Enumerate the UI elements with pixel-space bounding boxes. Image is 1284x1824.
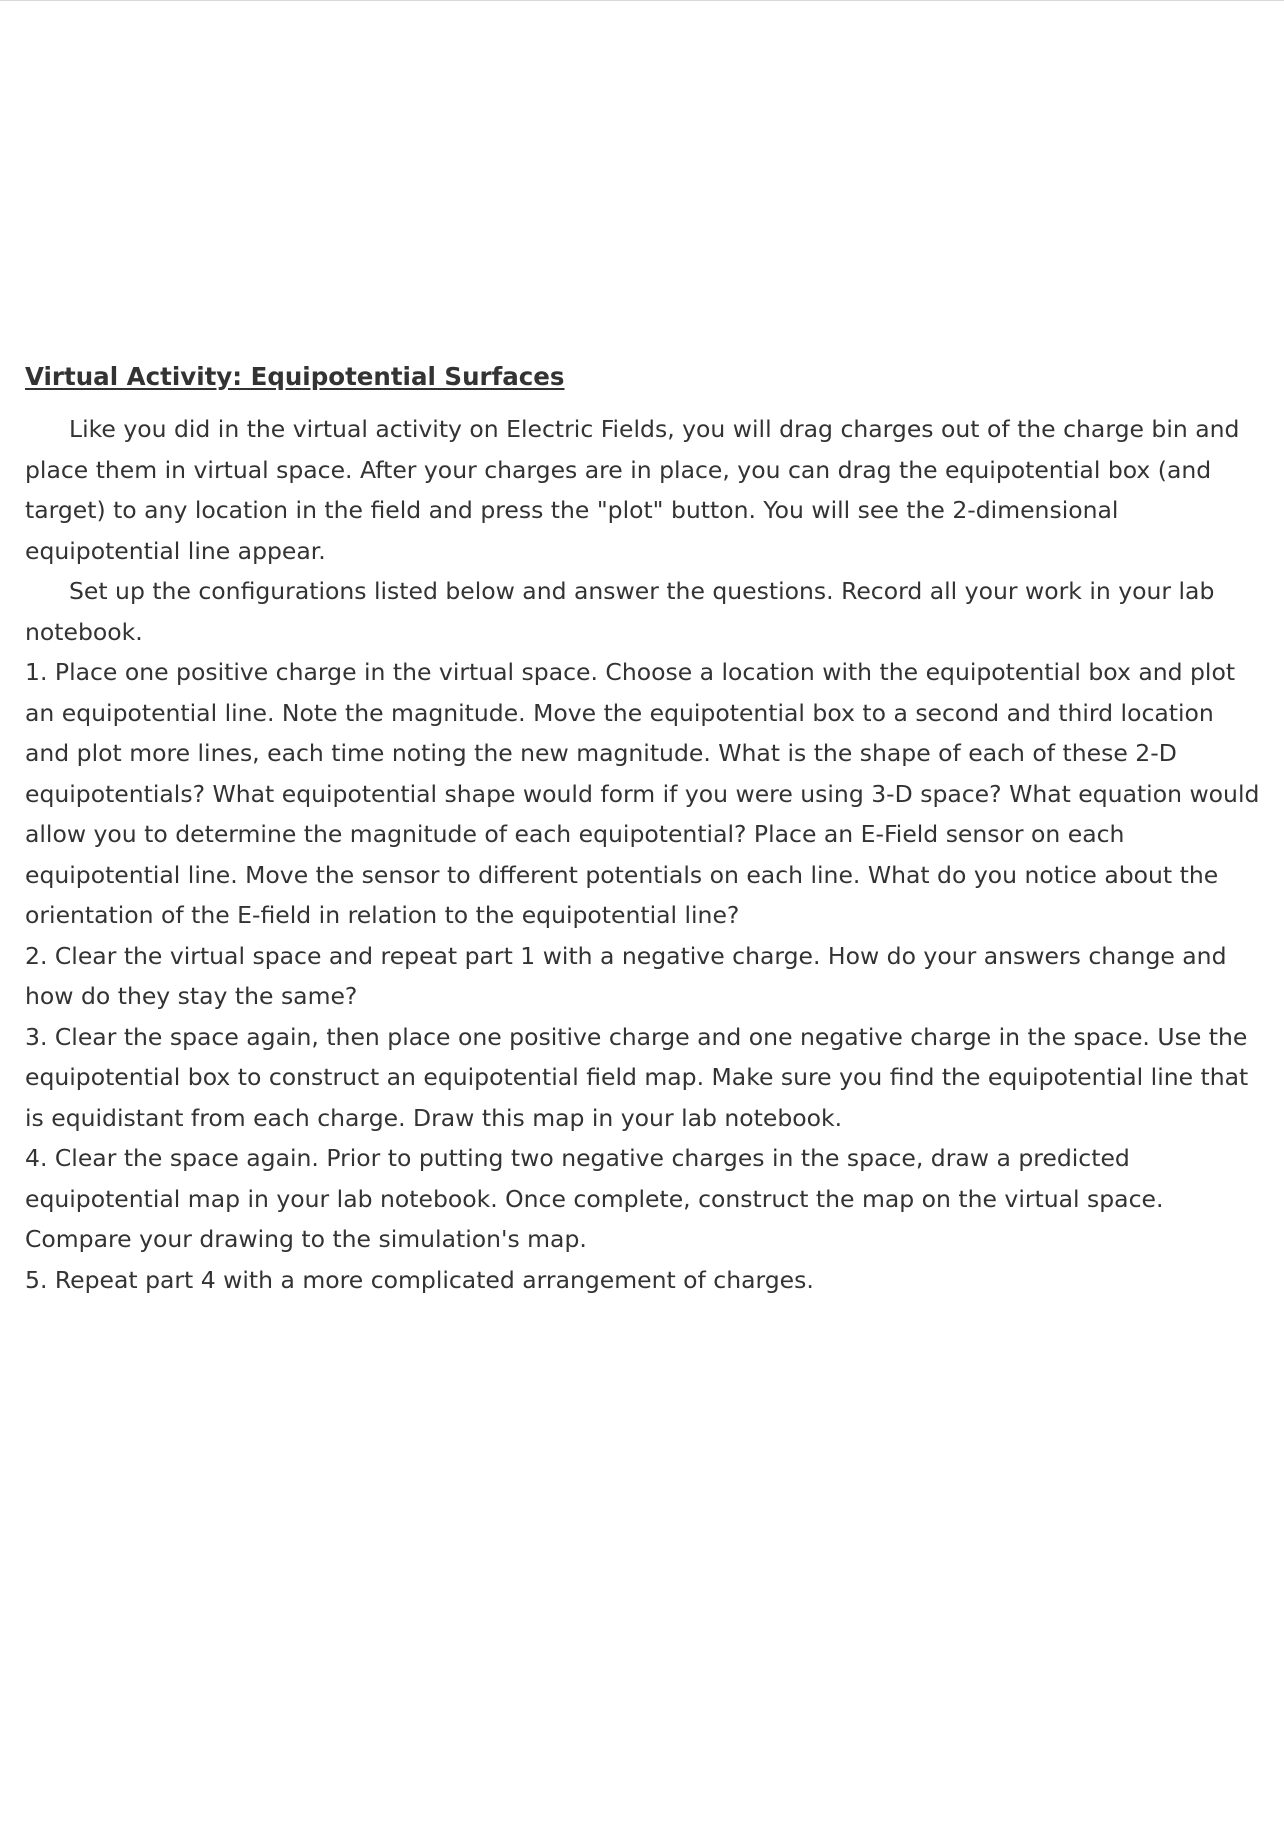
list-item-2: 2. Clear the virtual space and repeat part 1 with a negative charge. How do your answers change and how do they stay the same? (25, 941, 1227, 1010)
list-item-3: 3. Clear the space again, then place one positive charge and one negative charge in the space. Use the equipotential box to construct an equipotential field map. Make sure you find the equipotential line that is equidistant from each charge. Draw this map in your lab notebook. (25, 1022, 1249, 1132)
document-title: Virtual Activity: Equipotential Surfaces (25, 362, 565, 391)
document-body (25, 355, 1265, 1300)
list-item-4: 4. Clear the space again. Prior to putting two negative charges in the space, draw a predicted equipotential map in your lab notebook. Once complete, construct the map on the virtual space. Compare your drawing to the simulation's map. (25, 1144, 1164, 1253)
list-item-1: 1. Place one positive charge in the virtual space. Choose a location with the equipotential box and plot an equipotential line. Note the magnitude. Move the equipotential box to a second and third location and plot more lines, each time noting the new magnitude. What is the shape of each of these 2-D equipotentials? What equipotential shape would form if you were using 3-D space? What equation would allow you to determine the magnitude of each equipotential? Place an E-Field sensor on each equipotential line. Move the sensor to different potentials on each line. What do you notice about the orientation of the E-field in relation to the equipotential line? (25, 658, 1260, 929)
intro-paragraph: Like you did in the virtual activity on Electric Fields, you will drag charges out of the charge bin and place them in virtual space. After your charges are in place, you can drag the equipotential box (and target) to any location in the field and press the "plot" button. You will see the 2-dimensional equipotential line appear. (25, 415, 1240, 565)
list-item-5: 5. Repeat part 4 with a more complicated arrangement of charges. (25, 1265, 814, 1294)
instructions-paragraph: Set up the configurations listed below and answer the questions. Record all your work in your lab notebook. (25, 577, 1215, 646)
top-divider (0, 0, 1284, 1)
